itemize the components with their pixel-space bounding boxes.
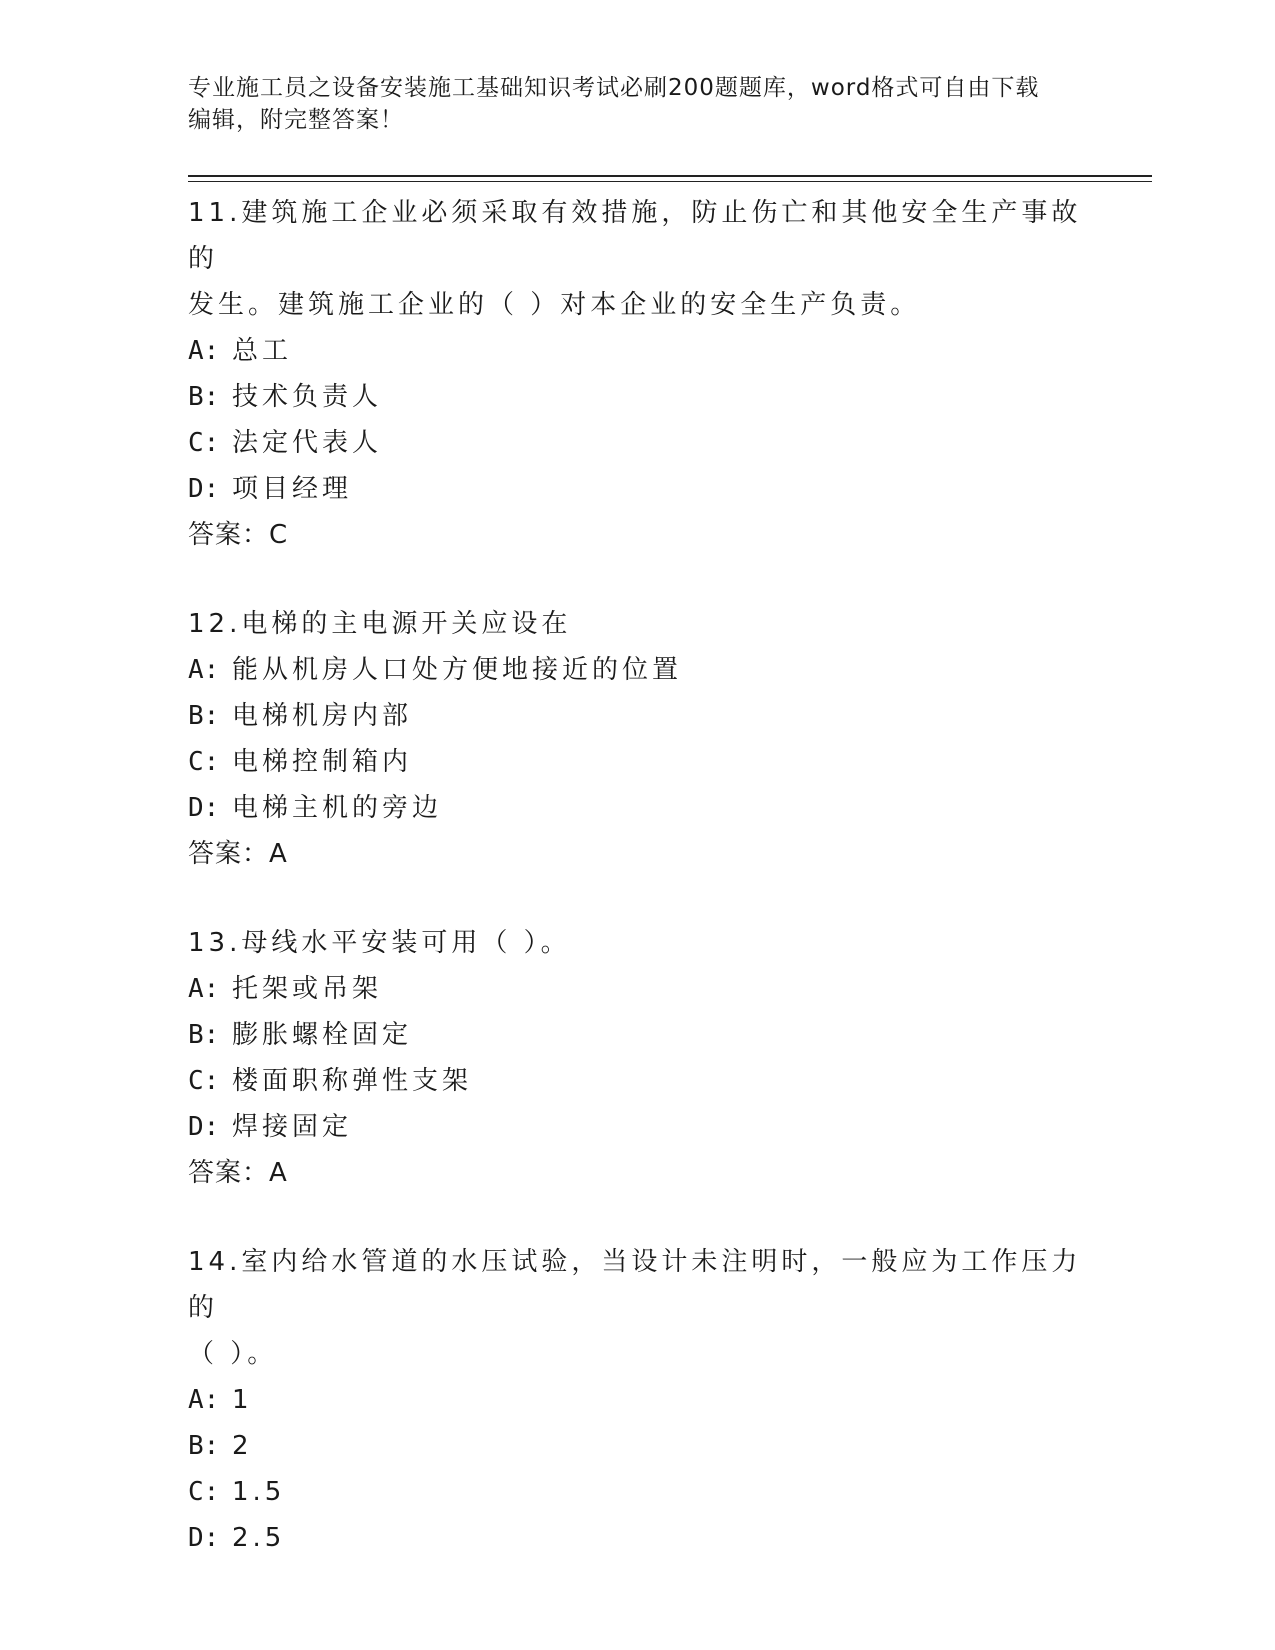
question-stem-line1: 14.室内给水管道的水压试验，当设计未注明时，一般应为工作压力的 (188, 1247, 1082, 1323)
option-b (188, 1012, 1088, 1058)
option-c (188, 1058, 1088, 1104)
option-text: 1 (232, 1385, 253, 1415)
option-key: B: (188, 382, 220, 412)
answer-value: C (269, 520, 289, 550)
question-stem-line2: （ ）。 (188, 1339, 278, 1369)
option-text: 项目经理 (232, 474, 353, 504)
option-text: 电梯控制箱内 (232, 747, 413, 777)
option-key: B: (188, 701, 220, 731)
question-stem-line2: 发生。建筑施工企业的（ ）对本企业的安全生产负责。 (188, 290, 921, 320)
answer-value: A (269, 1158, 288, 1188)
question-14 (188, 1239, 1088, 1561)
option-a (188, 328, 1088, 374)
question-stem-line1: 13.母线水平安装可用（ ）。 (188, 928, 571, 958)
option-text: 能从机房人口处方便地接近的位置 (232, 655, 683, 685)
option-text: 总工 (232, 336, 293, 366)
header-divider-thick (188, 175, 1152, 177)
answer-label: 答案： (188, 839, 270, 869)
header-title-line1: 专业施工员之设备安装施工基础知识考试必刷200题题库，word格式可自由下载 (188, 75, 1040, 101)
question-11 (188, 190, 1088, 558)
option-text: 电梯主机的旁边 (232, 793, 443, 823)
option-c (188, 420, 1088, 466)
option-b (188, 1423, 1088, 1469)
option-text: 技术负责人 (232, 382, 383, 412)
option-key: D: (188, 1112, 220, 1142)
option-text: 2 (232, 1431, 253, 1461)
option-c (188, 1469, 1088, 1515)
answer-line (188, 1150, 1088, 1196)
option-key: A: (188, 1385, 220, 1415)
answer-label: 答案： (188, 520, 270, 550)
option-text: 法定代表人 (232, 428, 383, 458)
question-13 (188, 920, 1088, 1196)
option-key: D: (188, 793, 220, 823)
option-key: D: (188, 1523, 220, 1553)
answer-value: A (269, 839, 288, 869)
question-stem-line1: 12.电梯的主电源开关应设在 (188, 609, 572, 639)
option-text: 电梯机房内部 (232, 701, 413, 731)
option-key: A: (188, 974, 220, 1004)
answer-line (188, 831, 1088, 877)
question-stem (188, 920, 1088, 966)
answer-line (188, 512, 1088, 558)
header-divider-thin (188, 181, 1152, 182)
option-text: 焊接固定 (232, 1112, 353, 1142)
question-stem (188, 1239, 1088, 1377)
option-key: A: (188, 655, 220, 685)
option-key: C: (188, 1477, 220, 1507)
option-a (188, 647, 1088, 693)
option-d (188, 1104, 1088, 1150)
option-d (188, 785, 1088, 831)
option-key: D: (188, 474, 220, 504)
option-b (188, 374, 1088, 420)
option-d (188, 466, 1088, 512)
option-text: 膨胀螺栓固定 (232, 1020, 413, 1050)
option-key: C: (188, 428, 220, 458)
question-12 (188, 601, 1088, 877)
option-text: 2.5 (232, 1523, 286, 1553)
answer-label: 答案： (188, 1158, 270, 1188)
option-key: C: (188, 1066, 220, 1096)
question-stem (188, 601, 1088, 647)
question-list (188, 190, 1088, 1604)
option-key: B: (188, 1020, 220, 1050)
option-a (188, 1377, 1088, 1423)
option-a (188, 966, 1088, 1012)
option-c (188, 739, 1088, 785)
question-stem-line1: 11.建筑施工企业必须采取有效措施，防止伤亡和其他安全生产事故的 (188, 198, 1082, 274)
option-text: 楼面职称弹性支架 (232, 1066, 473, 1096)
header-title-line2: 编辑，附完整答案！ (188, 107, 404, 133)
document-header (188, 72, 1068, 136)
option-key: B: (188, 1431, 220, 1461)
option-key: A: (188, 336, 220, 366)
option-key: C: (188, 747, 220, 777)
option-b (188, 693, 1088, 739)
question-stem (188, 190, 1088, 328)
option-text: 1.5 (232, 1477, 286, 1507)
option-d (188, 1515, 1088, 1561)
option-text: 托架或吊架 (232, 974, 383, 1004)
